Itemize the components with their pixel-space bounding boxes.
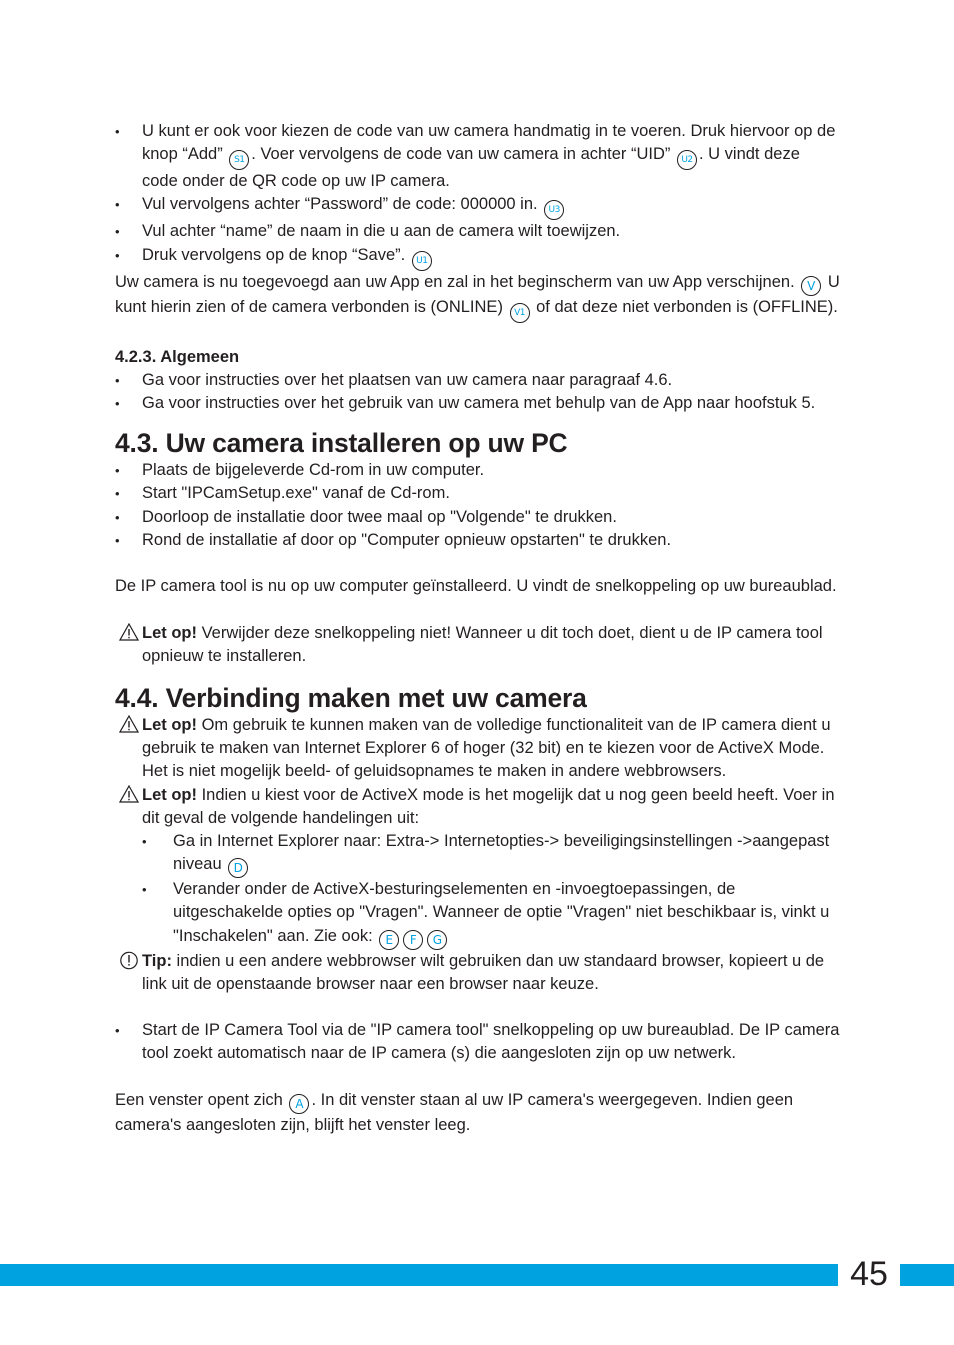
callout-u3: U3 xyxy=(544,200,564,220)
callout-u2: U2 xyxy=(677,150,697,170)
paragraph: Uw camera is nu toegevoegd aan uw App en zal in het beginscherm van uw App verschijnen. V U kunt hierin zien of de camera verbonden is (ONLINE) V1 of dat deze niet verbonden is (OFFLINE). xyxy=(115,271,840,323)
install-list xyxy=(115,459,840,552)
paragraph: Een venster opent zich A . In dit venster staan al uw IP camera's weergegeven. Indien geen camera's aangesloten zijn, blijft het venster leeg. xyxy=(115,1090,794,1134)
list-item: • Doorloop de installatie door twee maal op "Volgende" te drukken. xyxy=(115,506,840,529)
code-entry-list xyxy=(115,120,840,271)
algemeen-list xyxy=(115,369,840,415)
subsection-heading: 4.2.3. Algemeen xyxy=(115,347,240,366)
page-number: 45 xyxy=(850,1255,888,1293)
callout-v: V xyxy=(801,276,821,296)
callout-g: G xyxy=(427,930,447,950)
callout-s1: S1 xyxy=(229,150,249,170)
footer-bar xyxy=(0,1264,954,1286)
callout-u1: U1 xyxy=(412,251,432,271)
list-item: • Vul vervolgens achter “Password” de code: 000000 in. U3 xyxy=(115,193,840,220)
page-content xyxy=(115,120,840,1137)
callout-a: A xyxy=(289,1094,309,1114)
warning-icon xyxy=(119,785,139,810)
list-item: • Druk vervolgens op de knop “Save”. U1 xyxy=(115,244,840,271)
callout-d: D xyxy=(228,858,248,878)
warning-note: Let op! Indien u kiest voor de ActiveX mode is het mogelijk dat u nog geen beeld heeft. Voer in dit geval de volgende handelingen uit: xyxy=(115,784,840,830)
list-item: • Ga in Internet Explorer naar: Extra-> Internetopties-> beveiligingsinstellingen ->aangepast niveau D xyxy=(142,830,840,878)
list-item: • Plaats de bijgeleverde Cd-rom in uw computer. xyxy=(115,459,840,482)
camera-tool-list xyxy=(115,1019,840,1065)
warning-note: Let op! Verwijder deze snelkoppeling niet! Wanneer u dit toch doet, dient u de IP camera tool opnieuw te installeren. xyxy=(115,622,840,668)
activex-steps-list xyxy=(142,830,840,950)
list-item: • Rond de installatie af door op "Computer opnieuw opstarten" te drukken. xyxy=(115,529,840,552)
list-item: • Start de IP Camera Tool via de "IP camera tool" snelkoppeling op uw bureaublad. De IP camera tool zoekt automatisch naar de IP camera (s) die aangesloten zijn op uw netwerk. xyxy=(115,1019,840,1065)
info-exclamation-icon xyxy=(119,951,139,977)
callout-v1: V1 xyxy=(510,303,530,323)
section-heading: 4.4. Verbinding maken met uw camera xyxy=(115,683,587,714)
section-heading: 4.3. Uw camera installeren op uw PC xyxy=(115,428,568,459)
list-item: • Ga voor instructies over het plaatsen van uw camera naar paragraaf 4.6. xyxy=(115,369,840,392)
list-item: • Verander onder de ActiveX-besturingselementen en -invoegtoepassingen, de uitgeschakelde opties op "Vragen". Wanneer de optie "Vragen" niet beschikbaar is, vinkt u "Inschakelen" aan. Zie ook: E F G xyxy=(142,878,840,949)
list-item: • Vul achter “name” de naam in die u aan de camera wilt toewijzen. xyxy=(115,220,840,243)
paragraph: De IP camera tool is nu op uw computer geïnstalleerd. U vindt de snelkoppeling op uw bureaublad. xyxy=(115,577,837,596)
callout-f: F xyxy=(403,930,423,950)
list-item: • Start "IPCamSetup.exe" vanaf de Cd-rom. xyxy=(115,482,840,505)
tip-note: Tip: indien u een andere webbrowser wilt gebruiken dan uw standaard browser, kopieert u de link uit de openstaande browser naar een browser naar keuze. xyxy=(115,950,840,996)
list-item: • U kunt er ook voor kiezen de code van uw camera handmatig in te voeren. Druk hiervoor op de knop “Add” S1 . Voer vervolgens de code van uw camera in achter “UID” U2 . U vindt deze code onder de QR code op uw IP camera. xyxy=(115,120,840,193)
warning-icon xyxy=(119,715,139,740)
warning-note: Let op! Om gebruik te kunnen maken van de volledige functionaliteit van de IP camera dient u gebruik te maken van Internet Explorer 6 of hoger (32 bit) en te kiezen voor de ActiveX Mode. Het is niet mogelijk beeld- of geluidsopnames te maken in andere webbrowsers. xyxy=(115,714,840,784)
callout-e: E xyxy=(379,930,399,950)
list-item: • Ga voor instructies over het gebruik van uw camera met behulp van de App naar hoofstuk 5. xyxy=(115,392,840,415)
warning-icon xyxy=(119,623,139,648)
